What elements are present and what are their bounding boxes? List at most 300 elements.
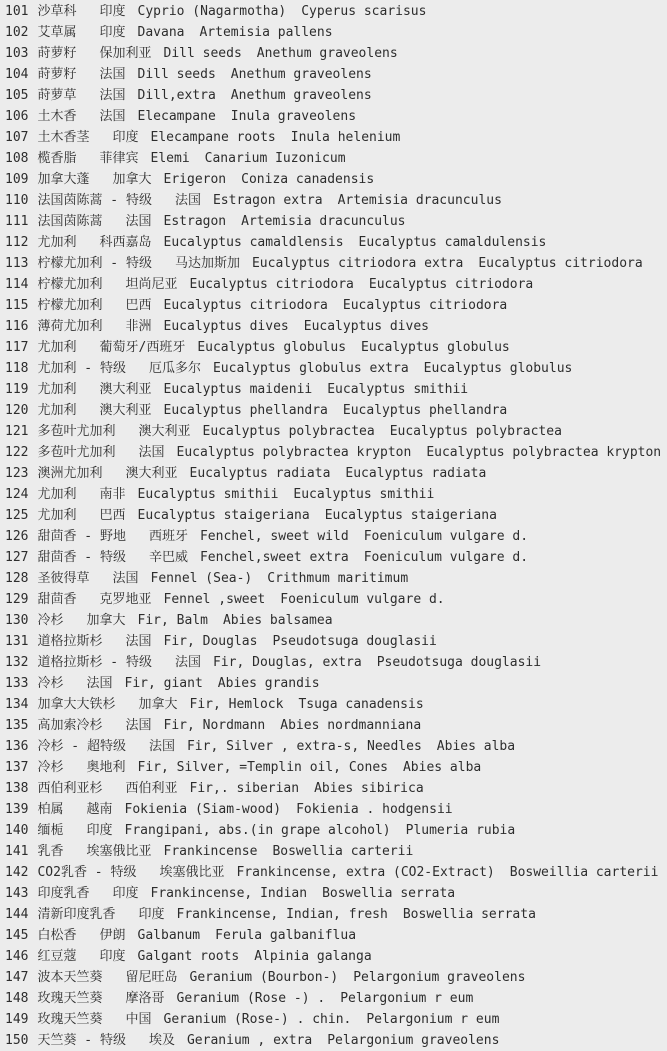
origin-country: 伊朗 (99, 928, 126, 943)
oil-name-cn: 莳萝籽 (37, 46, 77, 61)
oil-name-en: Eucalyptus globulus (197, 340, 347, 355)
row-number: 131 (5, 634, 29, 649)
oil-name-cn: 西伯利亚杉 (37, 781, 103, 796)
oil-name-en: Estragon (163, 214, 227, 229)
table-row (5, 589, 667, 610)
table-row (5, 85, 667, 106)
oil-name-en: Cyprio (Nagarmotha) (137, 4, 287, 19)
oil-name-latin: Eucalyptus globulus (423, 361, 573, 376)
table-row (5, 211, 667, 232)
oil-name-cn: 乳香 (37, 844, 64, 859)
origin-country: 厄瓜多尔 (148, 361, 201, 376)
oil-name-cn: 沙草科 (37, 4, 77, 19)
table-row (5, 316, 667, 337)
row-number: 132 (5, 655, 29, 670)
origin-country: 加拿大 (138, 697, 178, 712)
oil-name-cn: 尤加利 (37, 340, 77, 355)
oil-name-latin: Coniza canadensis (241, 172, 375, 187)
oil-name-cn: 玫瑰天竺葵 (37, 991, 103, 1006)
origin-country: 留尼旺岛 (125, 970, 178, 985)
origin-country: 埃塞俄比亚 (159, 865, 225, 880)
oil-name-cn: 柠檬尤加利 (37, 277, 103, 292)
table-row (5, 526, 667, 547)
row-number: 138 (5, 781, 29, 796)
origin-country: 西班牙 (148, 529, 188, 544)
oil-name-cn: 柏属 (37, 802, 64, 817)
row-number: 102 (5, 25, 29, 40)
oil-name-en: Eucalyptus polybractea krypton (176, 445, 412, 460)
oil-name-latin: Abies alba (402, 760, 482, 775)
oil-name-en: Estragon extra (212, 193, 323, 208)
table-row (5, 757, 667, 778)
oil-name-latin: Eucalyptus radiata (345, 466, 487, 481)
oil-name-latin: Ferula galbaniflua (215, 928, 357, 943)
oil-name-en: Fir, Douglas, extra (212, 655, 362, 670)
table-row (5, 1030, 667, 1051)
table-row (5, 988, 667, 1009)
origin-country: 南非 (99, 487, 126, 502)
oil-name-cn: 道格拉斯杉 (37, 634, 103, 649)
row-number: 120 (5, 403, 29, 418)
row-number: 115 (5, 298, 29, 313)
table-row (5, 253, 667, 274)
oil-name-latin: Abies grandis (217, 676, 320, 691)
oil-name-cn: 土木香 (37, 109, 77, 124)
oil-name-latin: Eucalyptus citriodora (478, 256, 643, 271)
origin-country: 科西嘉岛 (99, 235, 152, 250)
row-number: 128 (5, 571, 29, 586)
origin-country: 巴西 (99, 508, 126, 523)
oil-name-cn: 玫瑰天竺葵 (37, 1012, 103, 1027)
origin-country: 印度 (99, 25, 126, 40)
row-number: 107 (5, 130, 29, 145)
oil-name-cn: 天竺葵 - 特级 (37, 1033, 126, 1048)
oil-name-latin: Abies sibirica (314, 781, 424, 796)
oil-name-cn: 道格拉斯杉 - 特级 (37, 655, 152, 670)
row-number: 123 (5, 466, 29, 481)
table-row (5, 715, 667, 736)
oil-name-cn: 澳洲尤加利 (37, 466, 103, 481)
origin-country: 奥地利 (86, 760, 126, 775)
oil-name-latin: Artemisia dracunculus (337, 193, 502, 208)
oil-name-en: Dill seeds (137, 67, 216, 82)
oil-name-latin: Abies nordmanniana (280, 718, 422, 733)
oil-name-latin: Foeniculum vulgare d. (280, 592, 445, 607)
origin-country: 法国 (174, 655, 201, 670)
row-number: 145 (5, 928, 29, 943)
oil-name-latin: Eucalyptus dives (303, 319, 429, 334)
oil-name-cn: 尤加利 (37, 487, 77, 502)
table-row (5, 379, 667, 400)
oil-name-cn: CO2乳香 - 特级 (37, 865, 137, 880)
oil-name-latin: Crithmum maritimum (267, 571, 409, 586)
oil-name-cn: 多苞叶尤加利 (37, 445, 116, 460)
oil-name-cn: 尤加利 (37, 235, 77, 250)
oil-name-en: Fenchel, sweet wild (199, 529, 349, 544)
oil-name-en: Elecampane (137, 109, 216, 124)
oil-name-en: Fenchel,sweet extra (199, 550, 349, 565)
oil-name-latin: Pseudotsuga douglasii (376, 655, 542, 670)
oil-name-latin: Eucalyptus staigeriana (324, 508, 497, 523)
row-number: 114 (5, 277, 29, 292)
oil-name-cn: 缅栀 (37, 823, 64, 838)
origin-country: 澳大利亚 (125, 466, 178, 481)
origin-country: 加拿大 (112, 172, 152, 187)
table-row (5, 883, 667, 904)
oil-name-latin: Eucalyptus citriodora (368, 277, 534, 292)
origin-country: 印度 (112, 886, 139, 901)
oil-name-latin: Eucalyptus citriodora (342, 298, 508, 313)
row-number: 109 (5, 172, 29, 187)
origin-country: 葡萄牙/西班牙 (99, 340, 186, 355)
oil-name-cn: 冷杉 (37, 760, 64, 775)
table-row (5, 463, 667, 484)
table-row (5, 799, 667, 820)
table-row (5, 106, 667, 127)
row-number: 149 (5, 1012, 29, 1027)
table-row (5, 22, 667, 43)
row-number: 104 (5, 67, 29, 82)
table-row (5, 190, 667, 211)
oil-name-latin: Boswellia serrata (402, 907, 536, 922)
oil-name-en: Galbanum (137, 928, 201, 943)
origin-country: 非洲 (125, 319, 152, 334)
row-number: 126 (5, 529, 29, 544)
oil-name-en: Eucalyptus citriodora (189, 277, 354, 292)
oil-name-en: Fir, Balm (137, 613, 208, 628)
oil-name-latin: Pseudotsuga douglasii (272, 634, 437, 649)
oil-name-cn: 波本天竺葵 (37, 970, 103, 985)
oil-name-en: Eucalyptus smithii (137, 487, 279, 502)
table-row (5, 400, 667, 421)
oil-name-cn: 多苞叶尤加利 (37, 424, 116, 439)
oil-name-en: Erigeron (163, 172, 227, 187)
oil-name-en: Fir, Hemlock (189, 697, 284, 712)
oil-name-en: Geranium (Bourbon-) (189, 970, 339, 985)
oil-name-latin: Cyperus scarisus (301, 4, 427, 19)
row-number: 101 (5, 4, 29, 19)
origin-country: 澳大利亚 (99, 403, 152, 418)
oil-name-en: Dill,extra (137, 88, 216, 103)
table-row (5, 862, 667, 883)
table-row (5, 1009, 667, 1030)
row-number: 125 (5, 508, 29, 523)
oil-name-en: Eucalyptus dives (163, 319, 289, 334)
row-number: 146 (5, 949, 29, 964)
origin-country: 法国 (99, 88, 126, 103)
origin-country: 中国 (125, 1012, 152, 1027)
oil-name-latin: Tsuga canadensis (298, 697, 424, 712)
origin-country: 法国 (148, 739, 175, 754)
origin-country: 澳大利亚 (99, 382, 152, 397)
oil-name-cn: 甜茴香 - 野地 (37, 529, 126, 544)
oil-name-en: Frankincense (163, 844, 258, 859)
oil-name-cn: 土木香茎 (37, 130, 90, 145)
row-number: 122 (5, 445, 29, 460)
oil-name-en: Frankincense, Indian, fresh (176, 907, 388, 922)
oil-name-latin: Eucalyptus polybractea (389, 424, 562, 439)
oil-name-latin: Eucalyptus camaldulensis (358, 235, 547, 250)
oil-name-en: Frankincense, Indian (150, 886, 308, 901)
origin-country: 印度 (86, 823, 113, 838)
table-row (5, 652, 667, 673)
oil-name-latin: Pelargonium r eum (340, 991, 474, 1006)
oil-name-cn: 冷杉 - 超特级 (37, 739, 126, 754)
oil-name-cn: 甜茴香 - 特级 (37, 550, 126, 565)
oil-name-en: Eucalyptus maidenii (163, 382, 313, 397)
oil-name-en: Fokienia (Siam-wood) (124, 802, 282, 817)
row-number: 137 (5, 760, 29, 775)
origin-country: 法国 (138, 445, 165, 460)
origin-country: 菲律宾 (99, 151, 139, 166)
table-row (5, 736, 667, 757)
row-number: 135 (5, 718, 29, 733)
origin-country: 法国 (99, 67, 126, 82)
row-number: 144 (5, 907, 29, 922)
table-row (5, 967, 667, 988)
origin-country: 印度 (99, 949, 126, 964)
origin-country: 埃塞俄比亚 (86, 844, 152, 859)
oil-name-en: Eucalyptus citriodora extra (251, 256, 464, 271)
row-number: 140 (5, 823, 29, 838)
oil-name-cn: 莳萝草 (37, 88, 77, 103)
origin-country: 西伯利亚 (125, 781, 178, 796)
oil-name-cn: 红豆蔻 (37, 949, 77, 964)
oil-name-cn: 莳萝籽 (37, 67, 77, 82)
oil-name-cn: 尤加利 (37, 382, 77, 397)
oil-name-cn: 法国茵陈蒿 (37, 214, 103, 229)
row-number: 133 (5, 676, 29, 691)
oil-name-cn: 加拿大大铁杉 (37, 697, 116, 712)
table-row (5, 421, 667, 442)
oil-name-latin: Anethum graveolens (230, 88, 372, 103)
oil-name-en: Fir, Douglas (163, 634, 258, 649)
oil-name-en: Geranium (Rose-) . chin. (163, 1012, 352, 1027)
row-number: 147 (5, 970, 29, 985)
table-row (5, 505, 667, 526)
oil-name-en: Eucalyptus polybractea (202, 424, 375, 439)
origin-country: 埃及 (148, 1033, 175, 1048)
oil-name-en: Dill seeds (163, 46, 242, 61)
origin-country: 澳大利亚 (138, 424, 191, 439)
oil-name-en: Eucalyptus phellandra (163, 403, 328, 418)
oil-name-en: Eucalyptus staigeriana (137, 508, 310, 523)
oil-name-cn: 白松香 (37, 928, 77, 943)
row-number: 141 (5, 844, 29, 859)
row-number: 103 (5, 46, 29, 61)
oil-name-cn: 尤加利 - 特级 (37, 361, 126, 376)
table-row (5, 274, 667, 295)
row-number: 129 (5, 592, 29, 607)
oil-name-latin: Eucalyptus phellandra (342, 403, 508, 418)
row-number: 124 (5, 487, 29, 502)
oil-name-en: Fir, Nordmann (163, 718, 266, 733)
table-row (5, 169, 667, 190)
row-number: 150 (5, 1033, 29, 1048)
oil-name-cn: 柠檬尤加利 - 特级 (37, 256, 152, 271)
table-row (5, 631, 667, 652)
origin-country: 法国 (112, 571, 139, 586)
origin-country: 保加利亚 (99, 46, 152, 61)
table-row (5, 484, 667, 505)
oil-name-en: Fir, giant (124, 676, 203, 691)
oil-name-en: Eucalyptus globulus extra (212, 361, 409, 376)
table-row (5, 673, 667, 694)
oil-name-cn: 榄香脂 (37, 151, 77, 166)
row-number: 121 (5, 424, 29, 439)
oil-name-cn: 高加索冷杉 (37, 718, 103, 733)
row-number: 117 (5, 340, 29, 355)
oil-name-en: Eucalyptus radiata (189, 466, 331, 481)
row-number: 105 (5, 88, 29, 103)
origin-country: 摩洛哥 (125, 991, 165, 1006)
table-row (5, 568, 667, 589)
oil-name-latin: Canarium Iuzonicum (204, 151, 346, 166)
table-row (5, 904, 667, 925)
oil-name-en: Geranium (Rose -) . (176, 991, 326, 1006)
origin-country: 法国 (99, 109, 126, 124)
oil-name-latin: Anethum graveolens (256, 46, 398, 61)
origin-country: 法国 (125, 718, 152, 733)
row-number: 134 (5, 697, 29, 712)
oil-name-cn: 尤加利 (37, 403, 77, 418)
oil-name-en: Fennel ,sweet (163, 592, 266, 607)
table-row (5, 127, 667, 148)
oil-name-latin: Foeniculum vulgare d. (363, 550, 529, 565)
table-row (5, 694, 667, 715)
oil-name-en: Frankincense, extra (CO2-Extract) (236, 865, 495, 880)
oil-name-en: Fennel (Sea-) (150, 571, 253, 586)
table-row (5, 148, 667, 169)
origin-country: 法国 (125, 214, 152, 229)
oil-name-en: Fir,. siberian (189, 781, 300, 796)
oil-name-en: Fir, Silver , extra-s, Needles (186, 739, 422, 754)
oil-name-en: Fir, Silver, =Templin oil, Cones (137, 760, 388, 775)
oil-name-en: Eucalyptus camaldlensis (163, 235, 344, 250)
oil-name-latin: Inula graveolens (230, 109, 357, 124)
table-row (5, 820, 667, 841)
row-number: 143 (5, 886, 29, 901)
table-row (5, 64, 667, 85)
origin-country: 印度 (99, 4, 126, 19)
origin-country: 印度 (138, 907, 165, 922)
oil-name-latin: Eucalyptus smithii (327, 382, 469, 397)
table-row (5, 337, 667, 358)
origin-country: 坦尚尼亚 (125, 277, 178, 292)
oil-name-latin: Eucalyptus globulus (361, 340, 510, 355)
oil-name-latin: Pelargonium r eum (366, 1012, 500, 1027)
oil-name-latin: Pelargonium graveolens (327, 1033, 500, 1048)
row-number: 142 (5, 865, 29, 880)
table-row (5, 925, 667, 946)
oil-name-cn: 柠檬尤加利 (37, 298, 103, 313)
table-row (5, 358, 667, 379)
table-row (5, 295, 667, 316)
table-row (5, 610, 667, 631)
oil-name-en: Elecampane roots (150, 130, 276, 145)
origin-country: 越南 (86, 802, 113, 817)
oil-name-en: Geranium , extra (186, 1033, 313, 1048)
oil-name-latin: Foeniculum vulgare d. (363, 529, 529, 544)
oil-name-cn: 加拿大蓬 (37, 172, 90, 187)
table-row (5, 232, 667, 253)
oil-name-cn: 艾草属 (37, 25, 77, 40)
oil-name-latin: Anethum graveolens (230, 67, 372, 82)
oil-name-en: Davana (137, 25, 185, 40)
oil-name-latin: Bosweillia carterii (509, 865, 659, 880)
row-number: 111 (5, 214, 29, 229)
table-row (5, 442, 667, 463)
oil-name-latin: Boswellia serrata (322, 886, 456, 901)
oil-name-latin: Alpinia galanga (254, 949, 372, 964)
origin-country: 印度 (112, 130, 139, 145)
oil-name-cn: 薄荷尤加利 (37, 319, 103, 334)
row-number: 130 (5, 613, 29, 628)
table-row (5, 778, 667, 799)
table-row (5, 547, 667, 568)
oil-name-cn: 清新印度乳香 (37, 907, 116, 922)
row-number: 127 (5, 550, 29, 565)
table-row (5, 946, 667, 967)
oil-name-latin: Eucalyptus polybractea krypton (426, 445, 662, 460)
oil-name-latin: Plumeria rubia (405, 823, 516, 838)
oil-name-latin: Eucalyptus smithii (293, 487, 435, 502)
oil-name-latin: Abies alba (436, 739, 516, 754)
oil-name-cn: 甜茴香 (37, 592, 77, 607)
oil-name-cn: 冷杉 (37, 613, 64, 628)
oil-name-en: Galgant roots (137, 949, 240, 964)
row-number: 106 (5, 109, 29, 124)
oil-name-latin: Abies balsamea (222, 613, 333, 628)
oil-name-cn: 印度乳香 (37, 886, 90, 901)
origin-country: 马达加斯加 (174, 256, 240, 271)
table-row (5, 43, 667, 64)
oil-name-cn: 尤加利 (37, 508, 77, 523)
origin-country: 辛巴威 (148, 550, 188, 565)
table-row (5, 1, 667, 22)
row-number: 136 (5, 739, 29, 754)
row-number: 118 (5, 361, 29, 376)
oil-name-cn: 冷杉 (37, 676, 64, 691)
row-number: 112 (5, 235, 29, 250)
origin-country: 法国 (174, 193, 201, 208)
table-row (5, 841, 667, 862)
oil-name-en: Eucalyptus citriodora (163, 298, 328, 313)
oil-name-en: Frangipani, abs.(in grape alcohol) (124, 823, 391, 838)
oil-name-latin: Pelargonium graveolens (353, 970, 526, 985)
oil-name-latin: Artemisia pallens (199, 25, 333, 40)
row-number: 139 (5, 802, 29, 817)
oil-name-latin: Fokienia . hodgensii (296, 802, 453, 817)
origin-country: 巴西 (125, 298, 152, 313)
row-number: 110 (5, 193, 29, 208)
row-number: 148 (5, 991, 29, 1006)
oil-name-latin: Boswellia carterii (272, 844, 414, 859)
oil-name-cn: 圣彼得草 (37, 571, 90, 586)
origin-country: 加拿大 (86, 613, 126, 628)
row-number: 116 (5, 319, 29, 334)
oil-name-cn: 法国茵陈蒿 - 特级 (37, 193, 152, 208)
row-number: 113 (5, 256, 29, 271)
origin-country: 法国 (125, 634, 152, 649)
oil-name-latin: Artemisia dracunculus (241, 214, 406, 229)
origin-country: 法国 (86, 676, 113, 691)
origin-country: 克罗地亚 (99, 592, 152, 607)
row-number: 108 (5, 151, 29, 166)
oil-name-en: Elemi (150, 151, 190, 166)
oil-name-latin: Inula helenium (290, 130, 401, 145)
row-number: 119 (5, 382, 29, 397)
